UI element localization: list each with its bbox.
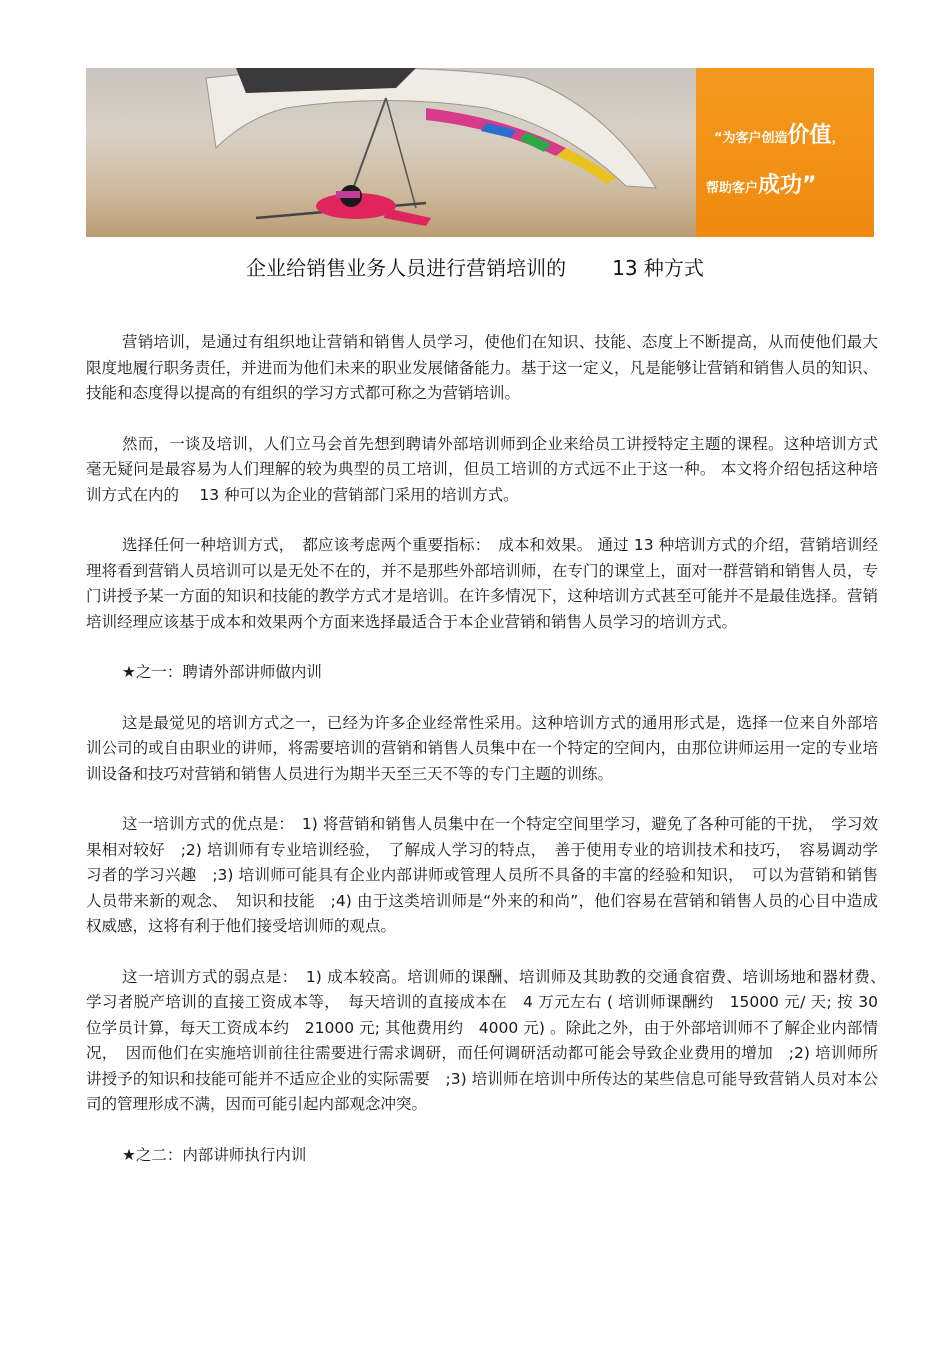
section-heading-2: ★之二：内部讲师执行内训 (122, 1145, 307, 1164)
paragraph-method1-advantages: 这一培训方式的优点是： 1) 将营销和销售人员集中在一个特定空间里学习，避免了各种可能的干扰， 学习效果相对较好 ;2) 培训师有专业培训经验， 了解成人学习的特点， 善于使用专业的培训技术和技巧， 容易调动学习者的学习兴趣 ;3) 培训师可能具有企业内部讲师或管理人员所不具备的丰富的经验和知识， 可以为营销和销售人员带来新的观念、 知识和技能 ;4) 由于这类培训师是“外来的和尚”，他们容易在营销和销售人员的心目中造成权威感，这将有利于他们接受培训师的观点。 (86, 815, 878, 935)
slogan-line-2: 帮助客户成功” (706, 173, 817, 198)
header-banner (86, 68, 874, 237)
paragraph-method1-weaknesses: 这一培训方式的弱点是： 1) 成本较高。培训师的课酬、培训师及其助教的交通食宿费、培训场地和器材费、 学习者脱产培训的直接工资成本等， 每天培训的直接成本在 4 万元左右 ( 培训师课酬约 15000 元/ 天; 按 30 位学员计算，每天工资成本约 21000 元; 其他费用约 4000 元) 。除此之外，由于外部培训师不了解企业内部情况， 因而他们在实施培训前往往需要进行需求调研，而任何调研活动都可能会导致企业费用的增加 ;2) 培训师所讲授予的知识和技能可能并不适应企业的实际需要 ;3) 培训师在培训中所传达的某些信息可能导致营销人员对本公司的管理形成不满，因而可能引起内部观念冲突。 (86, 967, 894, 1113)
article-body (86, 330, 894, 1193)
section-heading-1: ★之一：聘请外部讲师做内训 (122, 663, 322, 681)
hang-glider-illustration (86, 68, 696, 237)
paragraph-method1-description: 这是最觉见的培训方式之一，已经为许多企业经常性采用。这种培训方式的通用形式是，选择一位来自外部培训公司的或自由职业的讲师，将需要培训的营销和销售人员集中在一个特定的空间内，由那位讲师运用一定的专业培训设备和技巧对营销和销售人员进行为期半天至三天不等的专门主题的训练。 (86, 713, 878, 783)
paragraph-intro-criteria: 选择任何一种培训方式， 都应该考虑两个重要指标： 成本和效果。 通过 13 种培训方式的介绍，营销培训经理将看到营销人员培训可以是无处不在的，并不是那些外部培训师，在专门的课堂上，面对一群营销和销售人员，专门讲授予某一方面的知识和技能的教学方式才是培训。在许多情况下，这种培训方式甚至可能并不是最佳选择。营销培训经理应该基于成本和效果两个方面来选择最适合于本企业营销和销售人员学习的培训方式。 (86, 536, 878, 631)
slogan-panel (696, 68, 874, 237)
slogan-line-1: “为客户创造价值， (714, 123, 845, 148)
paragraph-intro-definition: 营销培训，是通过有组织地让营销和销售人员学习，使他们在知识、技能、态度上不断提高，从而使他们最大限度地履行职务责任，并进而为他们未来的职业发展储备能力。基于这一定义，凡是能够让营销和销售人员的知识、技能和态度得以提高的有组织的学习方式都可称之为营销培训。 (86, 333, 878, 402)
document-title: 企业给销售业务人员进行营销培训的 13 种方式 (246, 256, 704, 280)
hang-glider-photo (86, 68, 696, 237)
paragraph-intro-methods: 然而，一谈及培训，人们立马会首先想到聘请外部培训师到企业来给员工讲授特定主题的课程。这种培训方式毫无疑问是最容易为人们理解的较为典型的员工培训，但员工培训的方式远不止于这一种。 本文将介绍包括这种培训方式在内的 13 种可以为企业的营销部门采用的培训方式。 (86, 434, 878, 504)
